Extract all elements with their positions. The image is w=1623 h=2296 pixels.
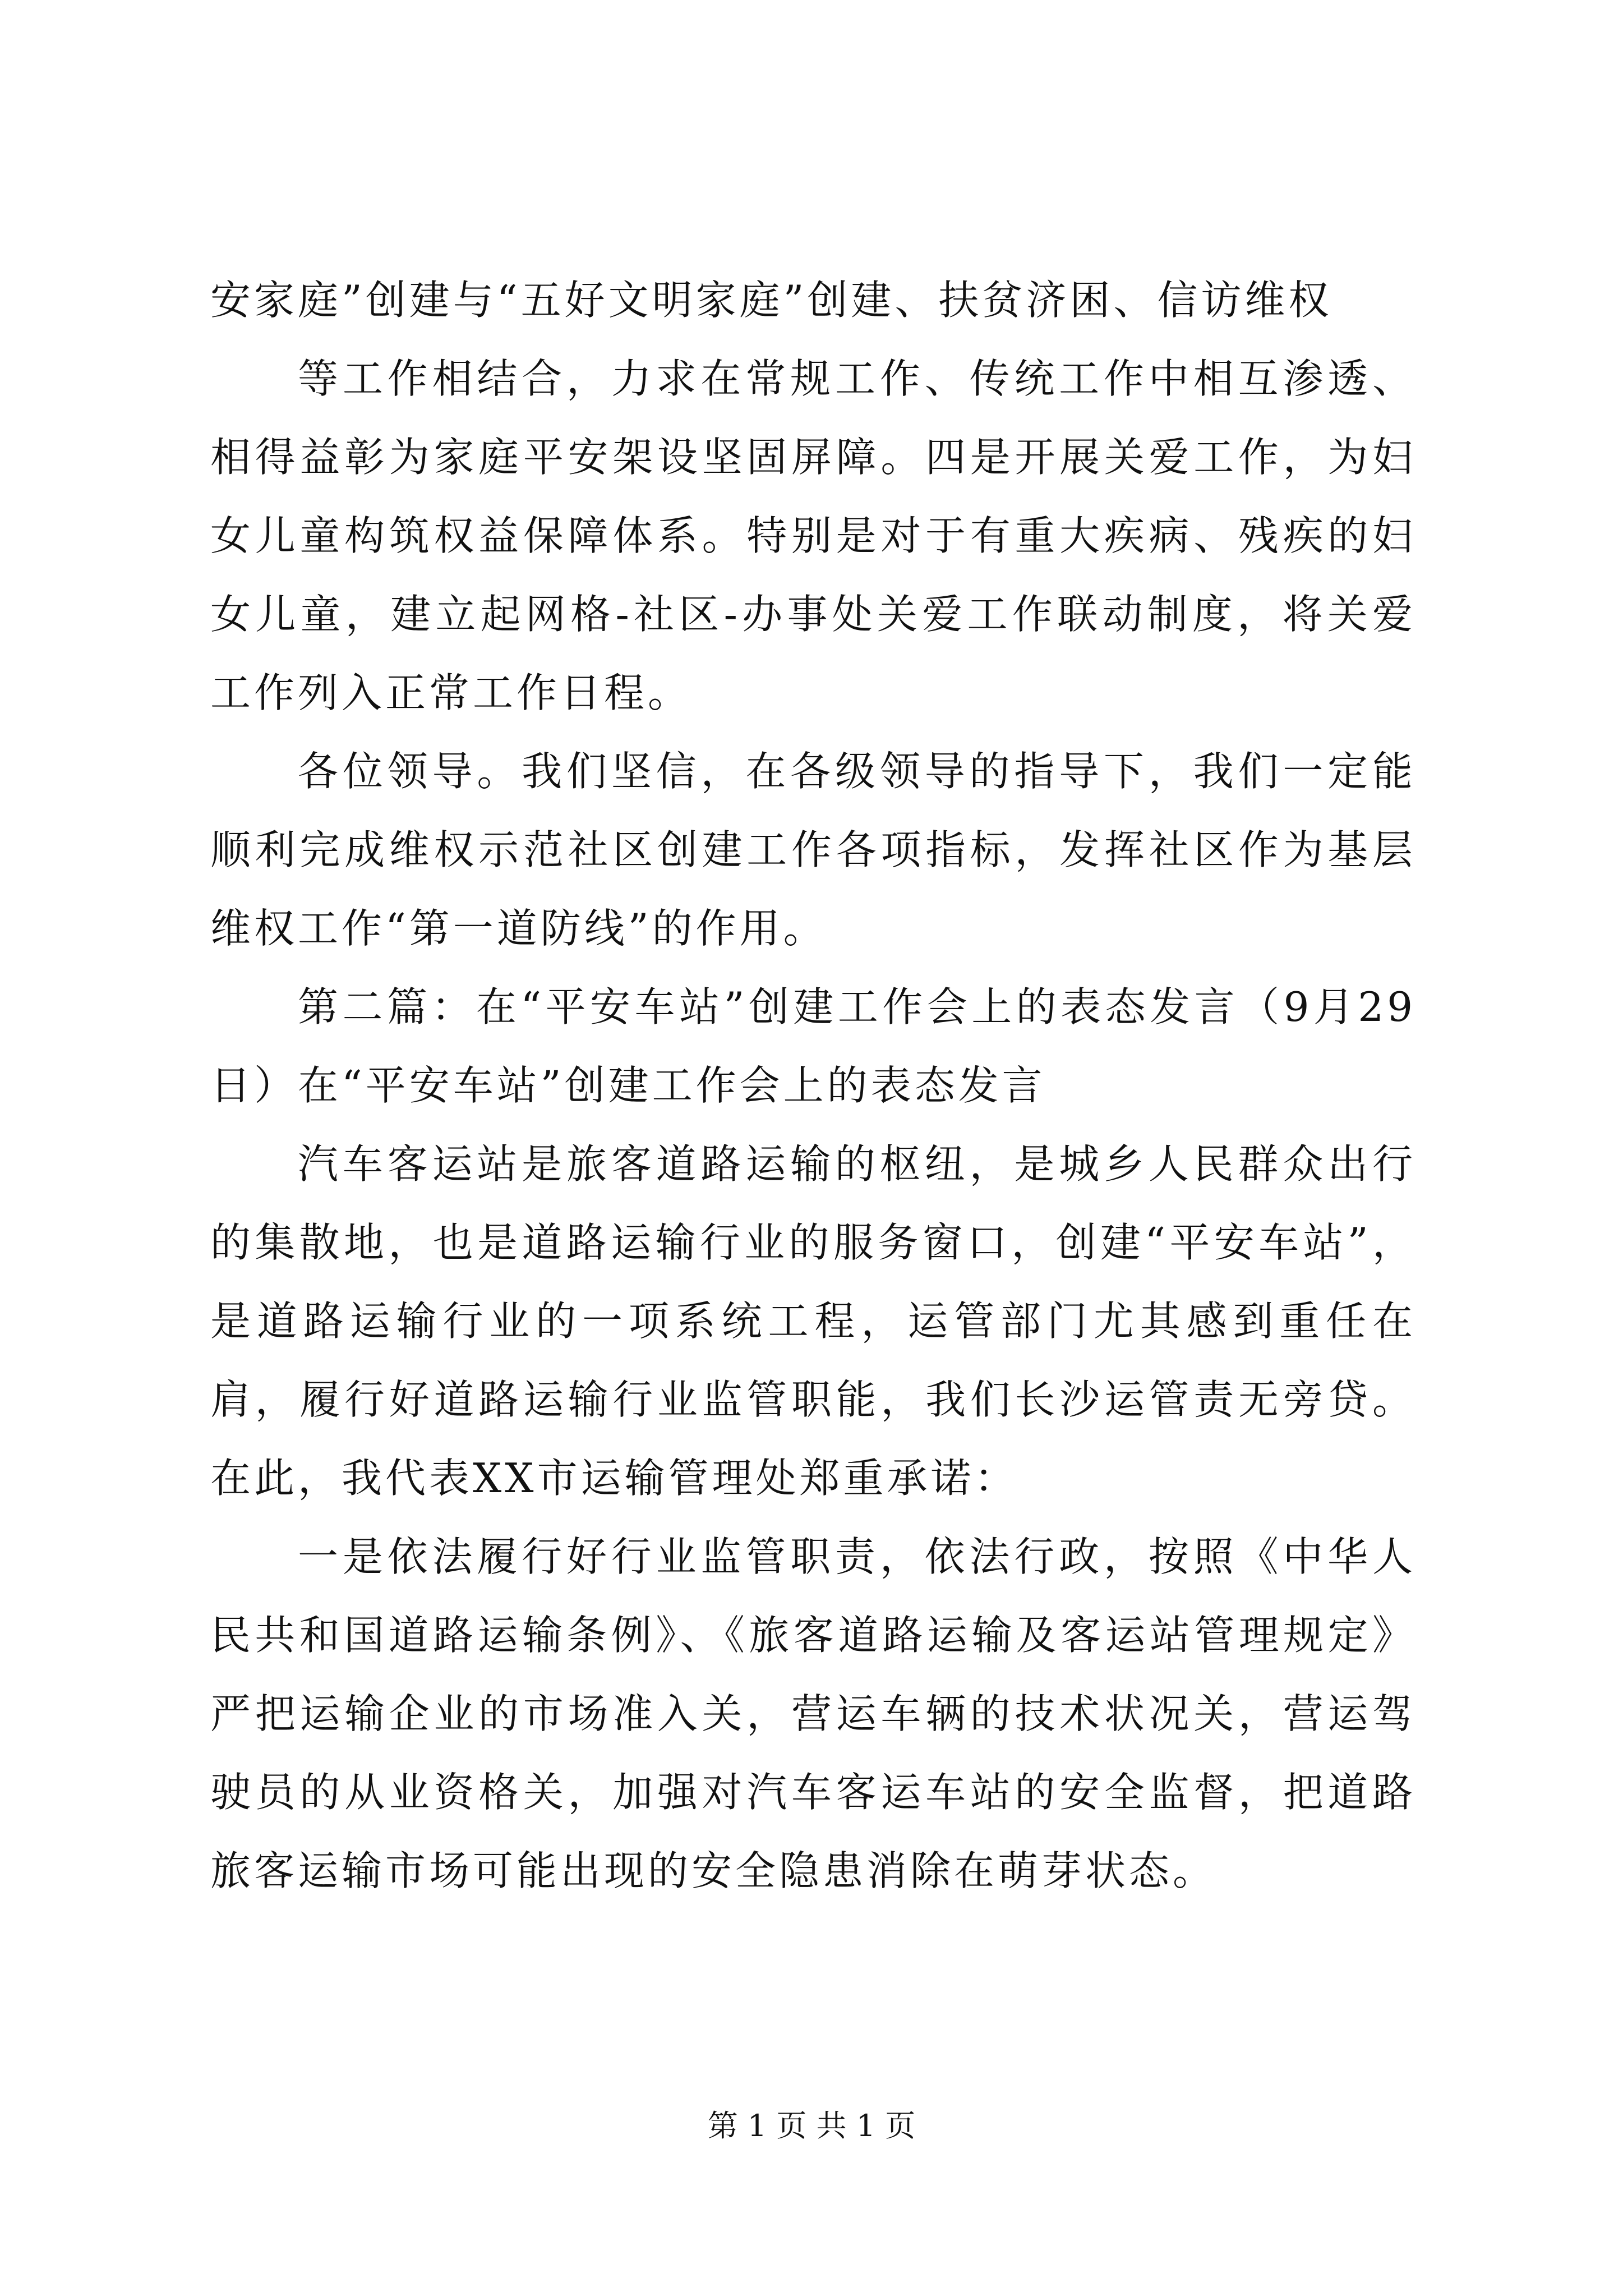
paragraph-commitment-one: 一是依法履行好行业监管职责，依法行政，按照《中华人民共和国道路运输条例》、《旅客道路运输及客运站管理规定》严把运输企业的市场准入关，营运车辆的技术状况关，营运驾驶员的从业资格关，加强对汽车客运车站的安全监督，把道路旅客运输市场可能出现的安全隐患消除在萌芽状态。 xyxy=(210,1533,1416,1894)
paragraph-bus-station: 汽车客运站是旅客道路运输的枢纽，是城乡人民群众出行的集散地，也是道路运输行业的服务窗口，创建“平安车站”，是道路运输行业的一项系统工程，运管部门尤其感到重任在肩，履行好道路运输行业监管职能，我们长沙运管责无旁贷。在此，我代表XX市运输管理处郑重承诺： xyxy=(210,1140,1416,1502)
paragraph-care-work: 等工作相结合，力求在常规工作、传统工作中相互渗透、相得益彰为家庭平安架设坚固屏障。四是开展关爱工作，为妇女儿童构筑权益保障体系。特别是对于有重大疾病、残疾的妇女儿童，建立起网格-社区-办事处关爱工作联动制度，将关爱工作列入正常工作日程。 xyxy=(210,355,1416,716)
paragraph-second-article-title: 第二篇：在“平安车站”创建工作会上的表态发言（9月29日）在“平安车站”创建工作会上的表态发言 xyxy=(210,983,1416,1109)
paragraph-leaders: 各位领导。我们坚信，在各级领导的指导下，我们一定能顺利完成维权示范社区创建工作各项指标，发挥社区作为基层维权工作“第一道防线”的作用。 xyxy=(210,748,1416,952)
paragraph-continuation: 安家庭”创建与“五好文明家庭”创建、扶贫济困、信访维权 xyxy=(210,277,1332,324)
page-footer: 第 1 页 共 1 页 xyxy=(707,2108,916,2143)
document-body xyxy=(210,261,1416,1910)
